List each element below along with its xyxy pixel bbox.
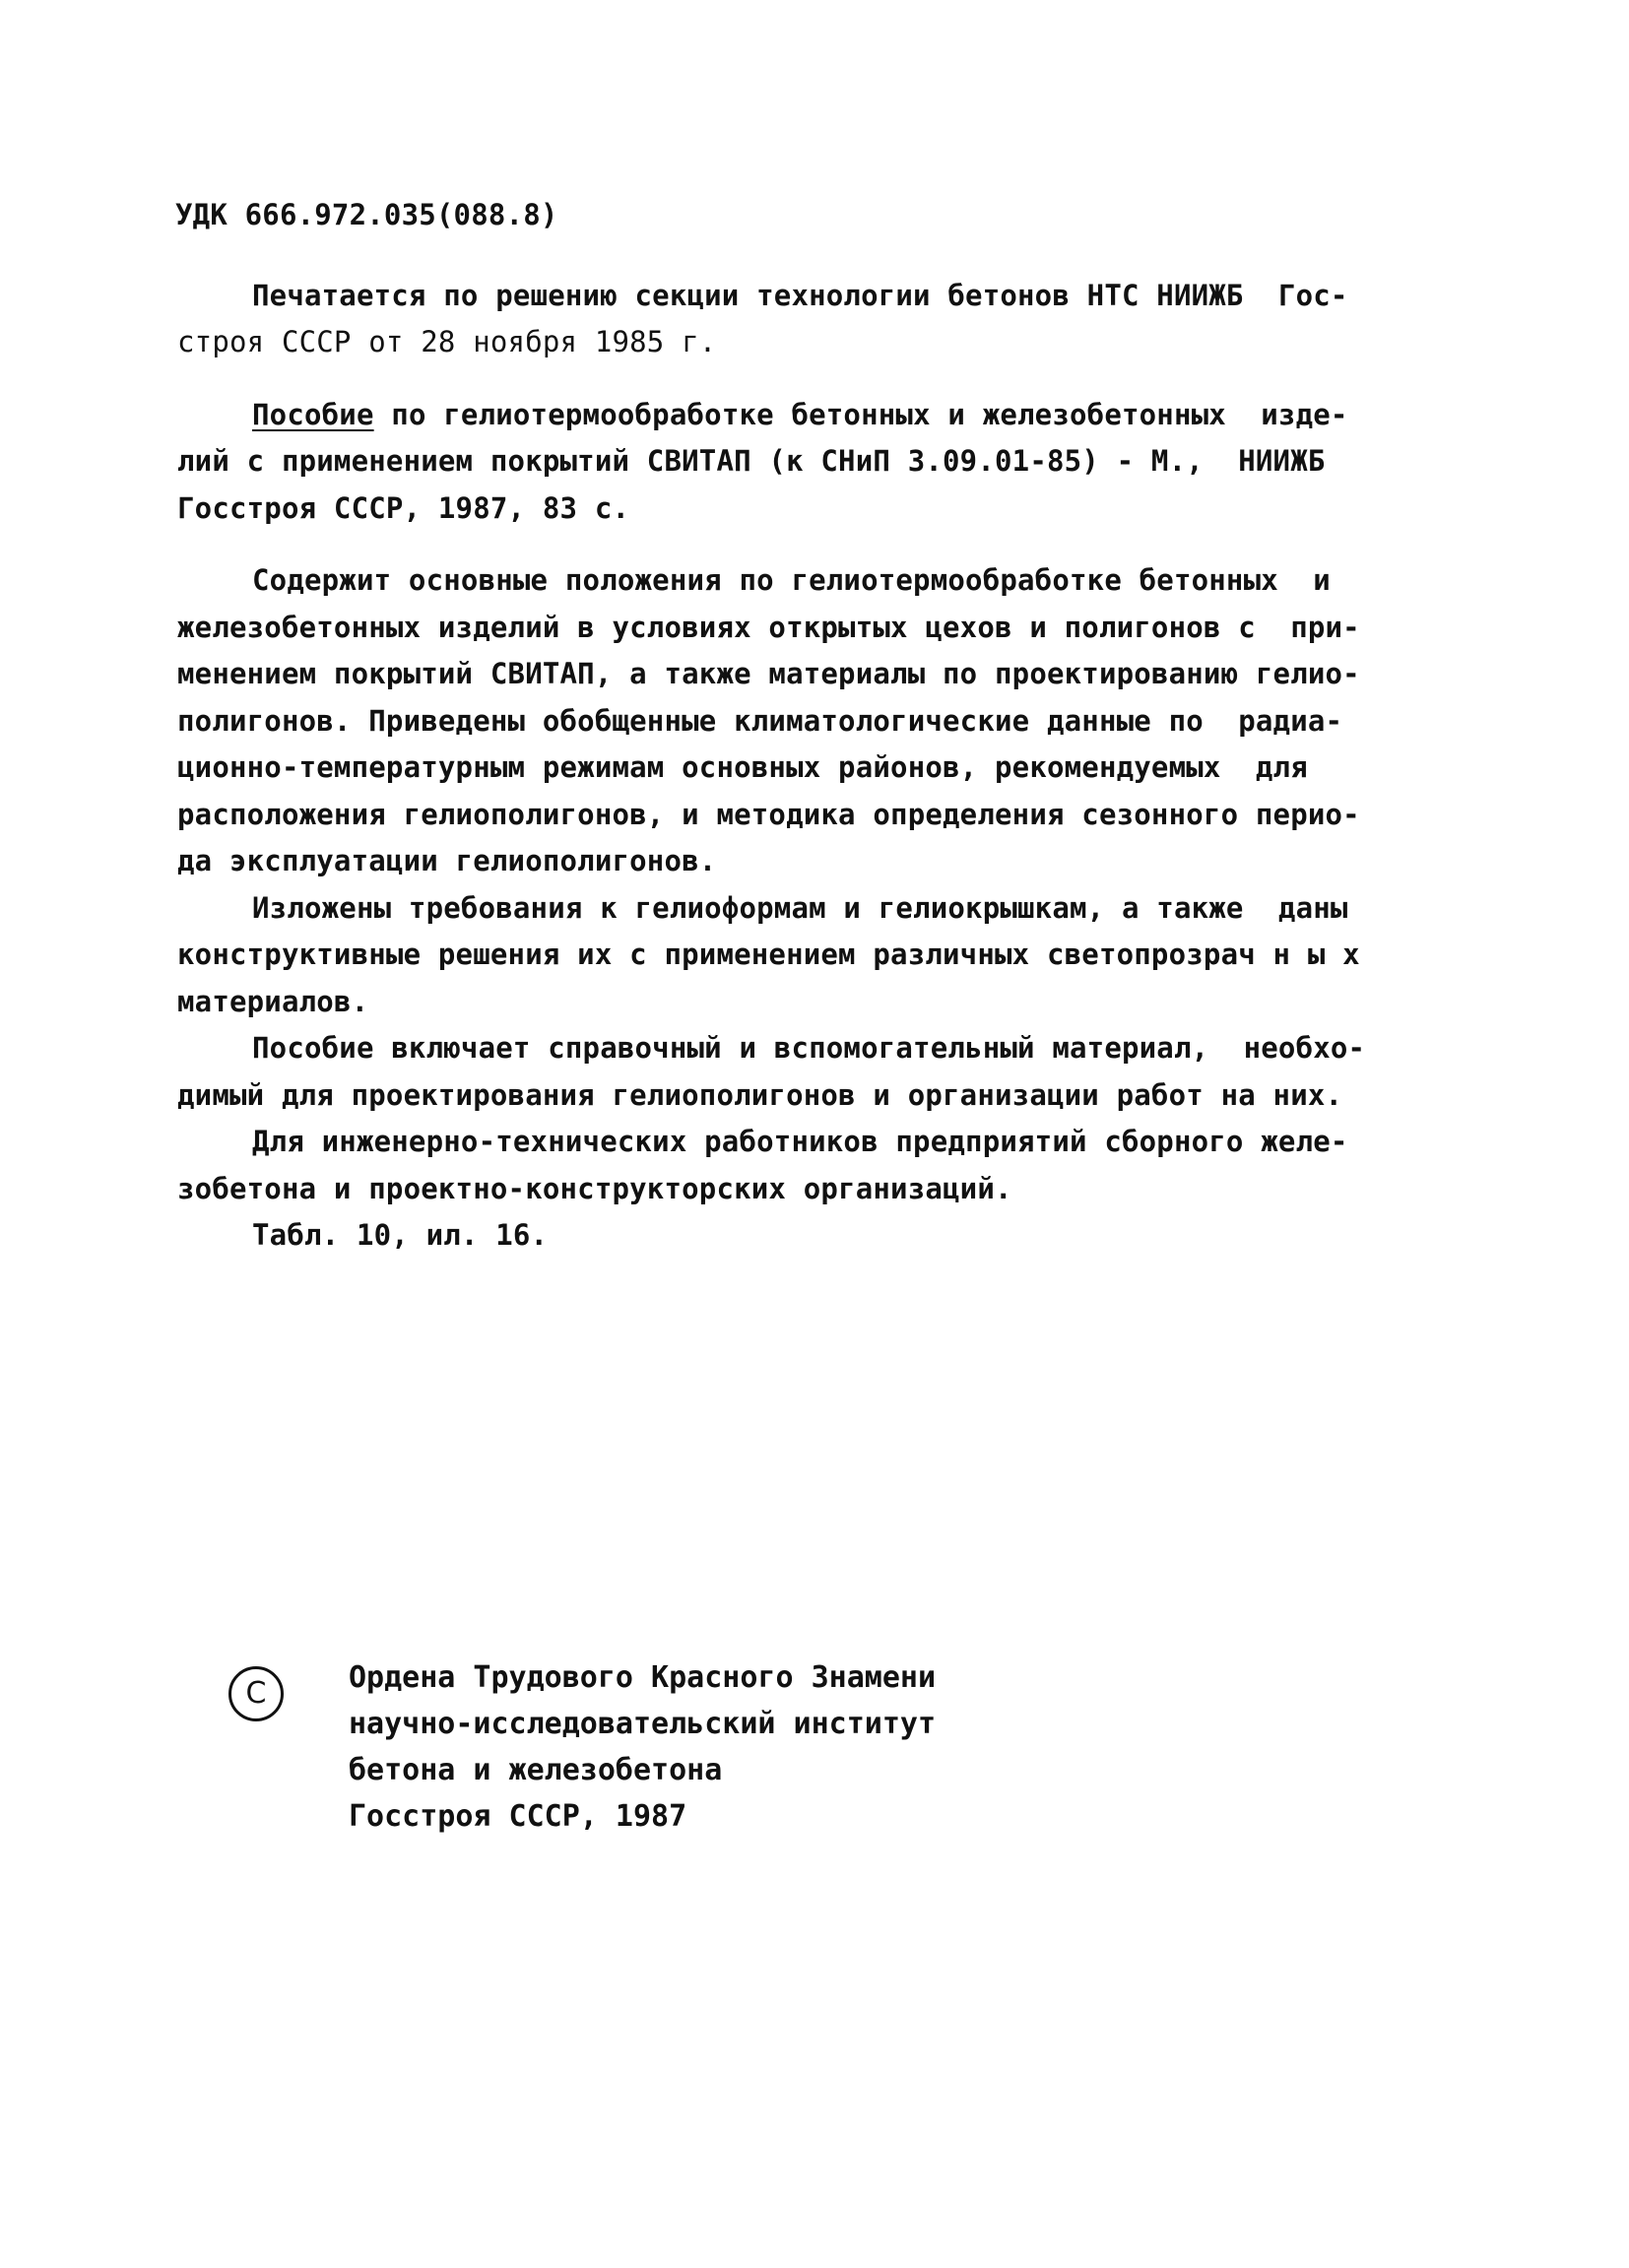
abstract-p1-line: железобетонных изделий в условиях открытых цехов и полигонов с при-: [177, 610, 1360, 644]
copyright-line: бетона и железобетона: [349, 1753, 723, 1787]
spacer: [177, 366, 1458, 392]
udc-code: УДК 666.972.035(088.8): [175, 198, 558, 231]
abstract-p1-line: да эксплуатации гелиополигонов.: [177, 844, 717, 877]
copyright-block: [228, 1654, 1115, 1891]
citation-line-1-rest: по гелиотермообработке бетонных и железобетонных изде-: [373, 397, 1348, 431]
citation-line-1: [177, 392, 1458, 439]
abstract-p3-line: Пособие включает справочный и вспомогательный материал, необхо-: [252, 1031, 1366, 1065]
copyright-line: Ордена Трудового Красного Знамени: [349, 1660, 937, 1695]
copyright-organization: [349, 1654, 936, 1840]
abstract-paragraph-3: [177, 1025, 1458, 1119]
abstract-p1-line: расположения гелиополигонов, и методика определения сезонного перио-: [177, 797, 1360, 831]
abstract-p3-line: димый для проектирования гелиополигонов и организации работ на них.: [177, 1077, 1343, 1112]
abstract-paragraph-2: [177, 885, 1458, 1026]
abstract-p4-line: зобетона и проектно-конструкторских организаций.: [177, 1171, 1012, 1205]
approval-line-2: строя СССР от 28 ноября 1985 г.: [177, 325, 717, 358]
citation-title-word: Пособие: [252, 397, 374, 431]
abstract-p1-line: полигонов. Приведены обобщенные климатологические данные по радиа-: [177, 703, 1343, 738]
document-text: [175, 198, 1458, 1260]
copyright-icon: [228, 1666, 284, 1721]
abstract-paragraph-1: [177, 557, 1458, 885]
abstract-paragraph-4: [177, 1119, 1458, 1212]
abstract-p1-line: Содержит основные положения по гелиотермообработке бетонных и: [252, 563, 1331, 597]
abstract-p2-line: Изложены требования к гелиоформам и гелиокрышкам, а также даны: [252, 890, 1348, 925]
approval-line-1: Печатается по решению секции технологии бетонов НТС НИИЖБ Гос-: [252, 278, 1348, 312]
copyright-symbol-letter: C: [245, 1676, 267, 1711]
citation-line-3: Госстроя СССР, 1987, 83 с.: [177, 490, 630, 525]
citation-line-2: лий с применением покрытий СВИТАП (к СНиП 3.09.01-85) - М., НИИЖБ: [177, 444, 1326, 478]
copyright-line: Госстроя СССР, 1987: [349, 1799, 687, 1834]
abstract-p1-line: ционно-температурным режимам основных районов, рекомендуемых для: [177, 750, 1308, 784]
abstract-p1-line: менением покрытий СВИТАП, а также материалы по проектированию гелио-: [177, 657, 1360, 690]
copyright-line: научно-исследовательский институт: [349, 1707, 937, 1741]
abstract-p2-line: конструктивные решения их с применением различных светопрозрач н ы х: [177, 938, 1360, 971]
spacer: [177, 532, 1458, 557]
tables-figures-count: Табл. 10, ил. 16.: [252, 1218, 549, 1252]
abstract-p2-line: материалов.: [177, 984, 369, 1018]
abstract-p4-line: Для инженерно-технических работников предприятий сборного желе-: [252, 1125, 1348, 1158]
